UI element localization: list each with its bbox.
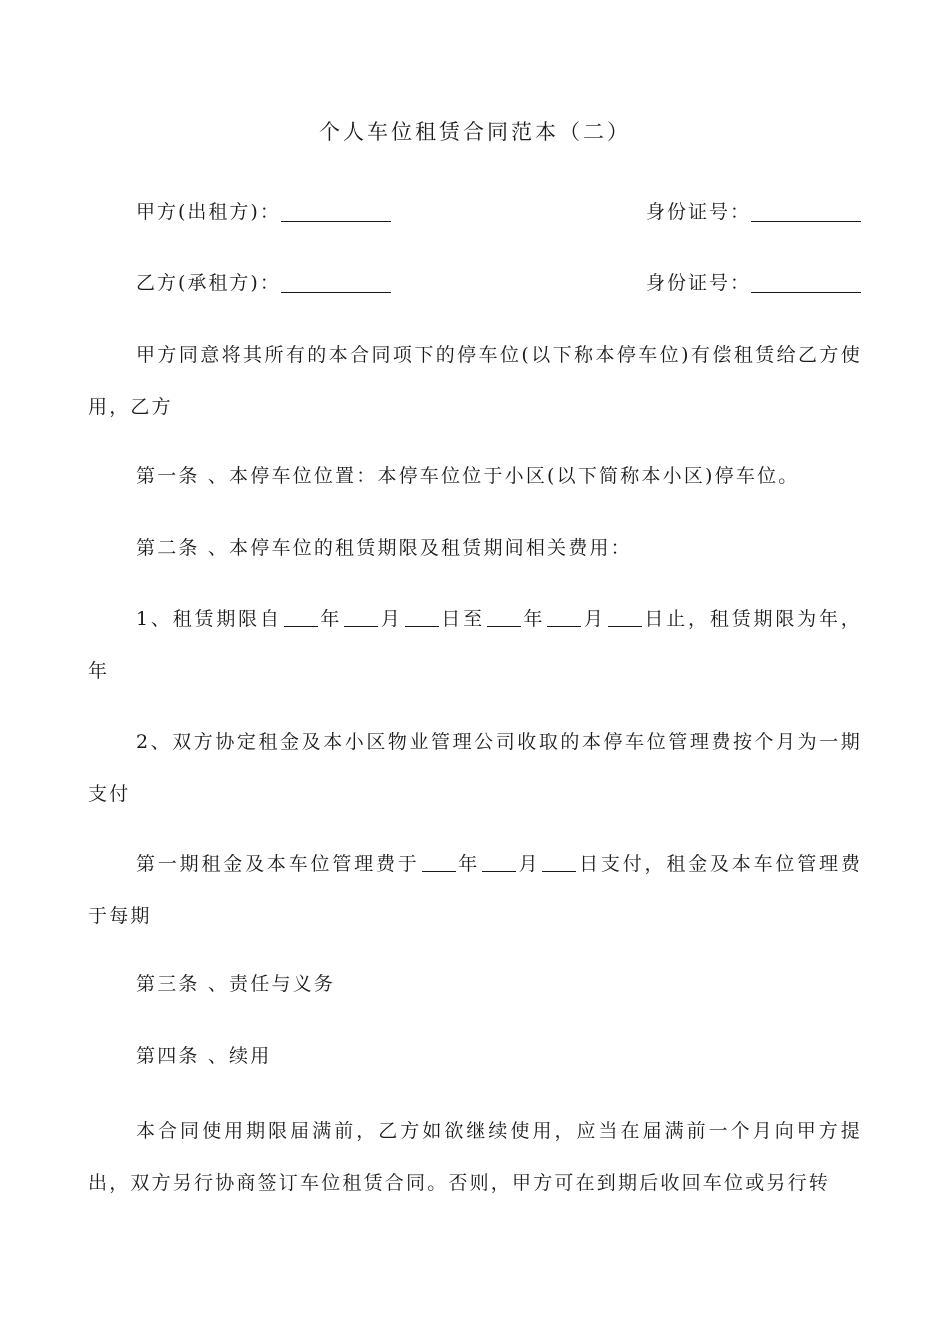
intro-paragraph: 甲方同意将其所有的本合同项下的停车位(以下称本停车位)有偿租赁给乙方使用，乙方 (88, 344, 862, 418)
document-title: 个人车位租赁合同范本（二） (319, 120, 631, 144)
article-1: 第一条 、本停车位位置：本停车位位于小区(以下简称本小区)停车位。 (136, 465, 800, 487)
start-year-unit: 年 (319, 608, 343, 630)
payment-year-blank (422, 853, 456, 872)
start-day-unit: 日至 (440, 608, 485, 630)
party-b-id-field (646, 268, 861, 295)
start-year-blank (284, 608, 318, 627)
party-a-id-blank (751, 201, 861, 222)
first-payment-tail: 日支付，租金及本车位管理费于每期 (88, 853, 863, 927)
party-b-field (136, 268, 391, 295)
payment-year-unit: 年 (457, 853, 481, 875)
party-b-id-label: 身份证号： (645, 272, 751, 294)
party-a-label: 甲方(出租方)： (136, 201, 281, 223)
party-b-name-blank (281, 272, 391, 293)
article-3: 第三条 、责任与义务 (136, 973, 336, 995)
first-payment-lead: 第一期租金及本车位管理费于 (136, 853, 420, 875)
start-month-blank (344, 608, 378, 627)
start-day-blank (405, 608, 439, 627)
payment-month-unit: 月 (518, 853, 541, 875)
article-4: 第四条 、续用 (136, 1045, 272, 1067)
party-a-row (88, 197, 861, 227)
lease-term-lead: 1、租赁期限自 (136, 608, 282, 630)
end-year-blank (487, 608, 521, 627)
party-a-name-blank (281, 201, 391, 222)
renewal-paragraph: 本合同使用期限届满前，乙方如欲继续使用，应当在届满前一个月向甲方提出，双方另行协商签订车位租赁合同。否则，甲方可在到期后收回车位或另行转 (88, 1120, 862, 1194)
end-month-blank (547, 608, 581, 627)
end-year-unit: 年 (522, 608, 546, 630)
article-2: 第二条 、本停车位的租赁期限及租赁期间相关费用： (136, 537, 632, 559)
lease-term-item (88, 593, 862, 697)
end-day-blank (608, 608, 642, 627)
party-b-label: 乙方(承租方)： (136, 272, 281, 294)
party-a-id-field (646, 197, 861, 224)
end-day-unit: 日止，租赁期限为年，年 (88, 608, 862, 682)
payment-month-blank (482, 853, 516, 872)
party-a-field (136, 197, 391, 224)
start-month-unit: 月 (380, 608, 403, 630)
party-b-id-blank (751, 272, 861, 293)
end-month-unit: 月 (583, 608, 606, 630)
party-a-id-label: 身份证号： (645, 201, 751, 223)
payment-day-blank (542, 853, 576, 872)
payment-cycle-item: 2、双方协定租金及本小区物业管理公司收取的本停车位管理费按个月为一期支付 (88, 731, 862, 805)
first-payment-paragraph (88, 838, 862, 942)
party-b-row (88, 268, 861, 298)
